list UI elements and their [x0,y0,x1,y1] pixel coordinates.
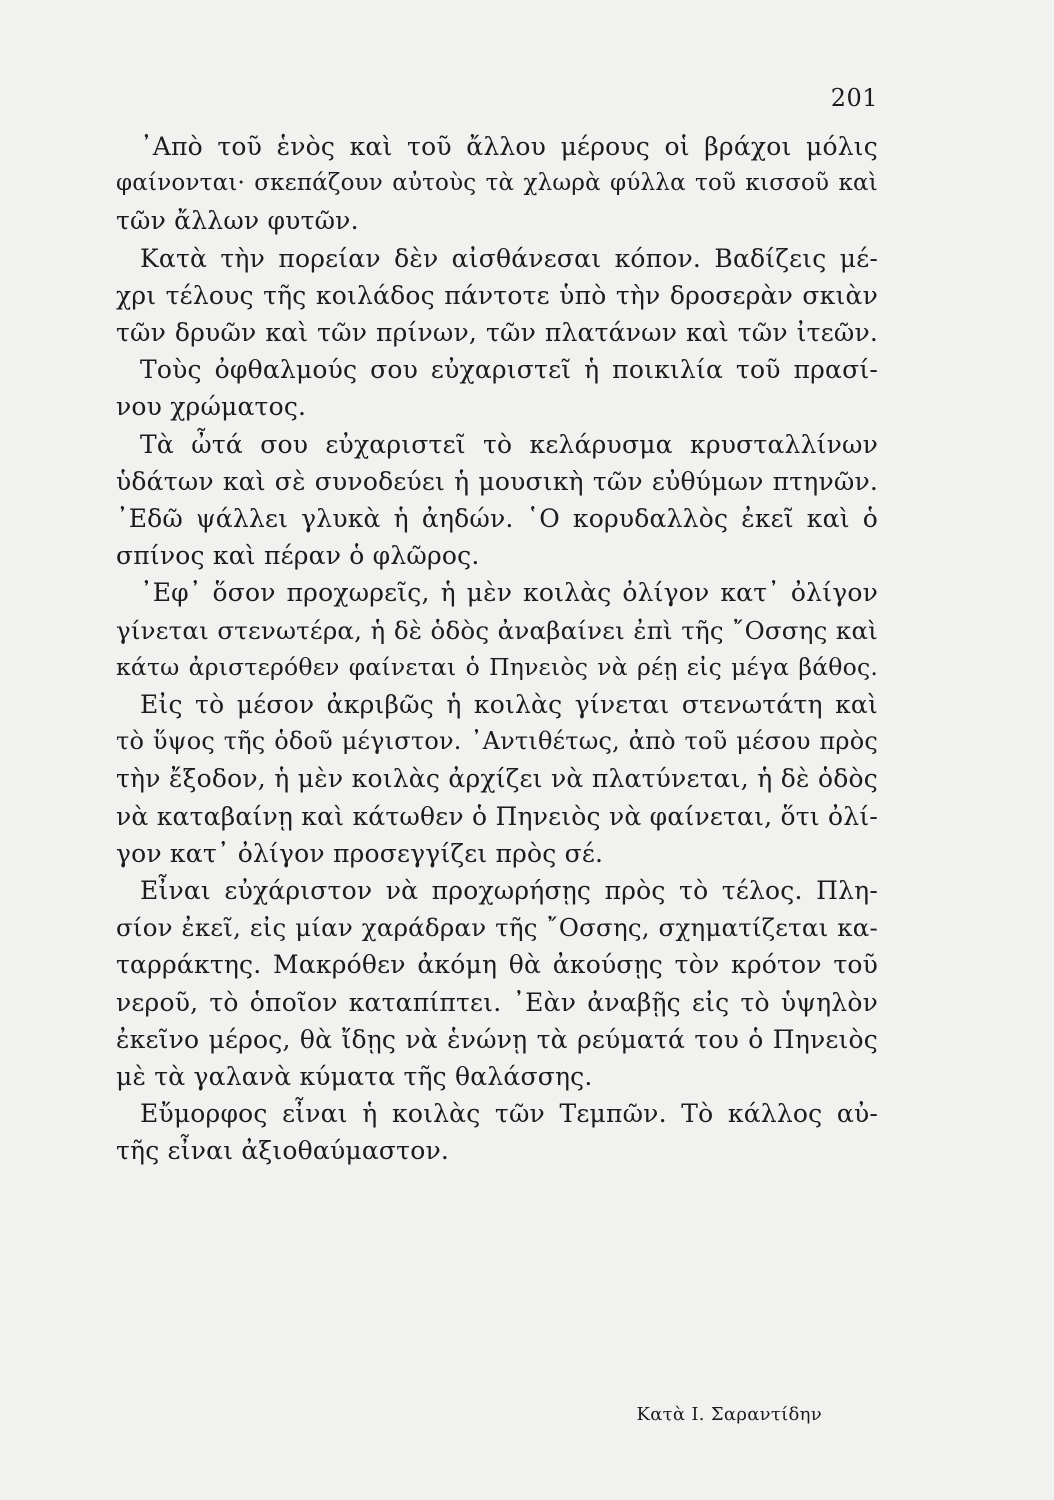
text-line: ὑδάτων καὶ σὲ συνοδεύει ἡ μουσικὴ τῶν εὐθύμων πτηνῶν. [116,466,878,496]
text-line: τῆς εἶναι ἀξιοθαύμαστον. [116,1136,449,1166]
text-line: σίον ἐκεῖ, εἰς μίαν χαράδραν τῆς ῎Οσσης, σχηματίζεται κα- [116,913,878,943]
text-line: φαίνονται· σκεπάζουν αὐτοὺς τὰ χλωρὰ φύλλα τοῦ κισσοῦ καὶ [116,170,878,197]
text-line: τῶν δρυῶν καὶ τῶν πρίνων, τῶν πλατάνων καὶ τῶν ἰτεῶν. [116,318,878,348]
text-line: μὲ τὰ γαλανὰ κύματα τῆς θαλάσσης. [116,1062,593,1092]
text-line: Εἶναι εὐχάριστον νὰ προχωρήσῃς πρὸς τὸ τέλος. Πλη- [140,876,878,906]
text-line: γον κατ᾿ ὀλίγον προσεγγίζει πρὸς σέ. [116,838,604,868]
text-line: κάτω ἀριστερόθεν φαίνεται ὁ Πηνειὸς νὰ ρέῃ εἰς μέγα βάθος. [116,652,878,681]
page-number: 201 [830,84,878,112]
text-line: τὴν ἔξοδον, ἡ μὲν κοιλὰς ἀρχίζει νὰ πλατύνεται, ἡ δὲ ὁδὸς [116,764,878,794]
text-line: σπίνος καὶ πέραν ὁ φλῶρος. [116,541,480,571]
text-line: ταρράκτης. Μακρόθεν ἀκόμη θὰ ἀκούσῃς τὸν κρότον τοῦ [116,950,878,980]
text-line: νου χρώματος. [116,392,307,422]
author-attribution: Κατὰ Ι. Σαραντίδην [636,1404,822,1425]
text-line: Εἰς τὸ μέσον ἀκριβῶς ἡ κοιλὰς γίνεται στενωτάτη καὶ [140,690,878,720]
text-line: ᾿Απὸ τοῦ ἑνὸς καὶ τοῦ ἄλλου μέρους οἱ βράχοι μόλις [140,132,878,161]
text-line: χρι τέλους τῆς κοιλάδος πάντοτε ὑπὸ τὴν δροσερὰν σκιὰν [116,280,878,310]
text-line: νὰ καταβαίνῃ καὶ κάτωθεν ὁ Πηνειὸς νὰ φαίνεται, ὅτι ὀλί- [116,801,878,831]
body-text [116,128,878,1170]
text-line: Τοὺς ὀφθαλμούς σου εὐχαριστεῖ ἡ ποικιλία τοῦ πρασί- [140,355,878,385]
text-line: Τὰ ὦτά σου εὐχαριστεῖ τὸ κελάρυσμα κρυσταλλίνων [140,429,878,459]
text-line: τὸ ὕψος τῆς ὁδοῦ μέγιστον. ᾿Αντιθέτως, ἀπὸ τοῦ μέσου πρὸς [116,727,878,756]
text-line: νεροῦ, τὸ ὁποῖον καταπίπτει. ᾿Εὰν ἀναβῇς εἰς τὸ ὑψηλὸν [116,987,878,1017]
text-line: ᾿Εδῶ ψάλλει γλυκὰ ἡ ἀηδών. ῾Ο κορυδαλλὸς ἐκεῖ καὶ ὁ [116,504,878,534]
text-line: γίνεται στενωτέρα, ἡ δὲ ὁδὸς ἀναβαίνει ἐπὶ τῆς ῎Οσσης καὶ [116,615,878,645]
text-line: Εὔμορφος εἶναι ἡ κοιλὰς τῶν Τεμπῶν. Τὸ κάλλος αὐ- [140,1099,878,1129]
text-line: ᾿Εφ᾿ ὅσον προχωρεῖς, ἡ μὲν κοιλὰς ὀλίγον κατ᾿ ὀλίγον [140,578,878,608]
text-line: ἐκεῖνο μέρος, θὰ ἴδῃς νὰ ἑνώνῃ τὰ ρεύματά του ὁ Πηνειὸς [116,1024,878,1054]
text-line: Κατὰ τὴν πορείαν δὲν αἰσθάνεσαι κόπον. Βαδίζεις μέ- [140,243,878,273]
text-line: τῶν ἄλλων φυτῶν. [116,206,359,236]
